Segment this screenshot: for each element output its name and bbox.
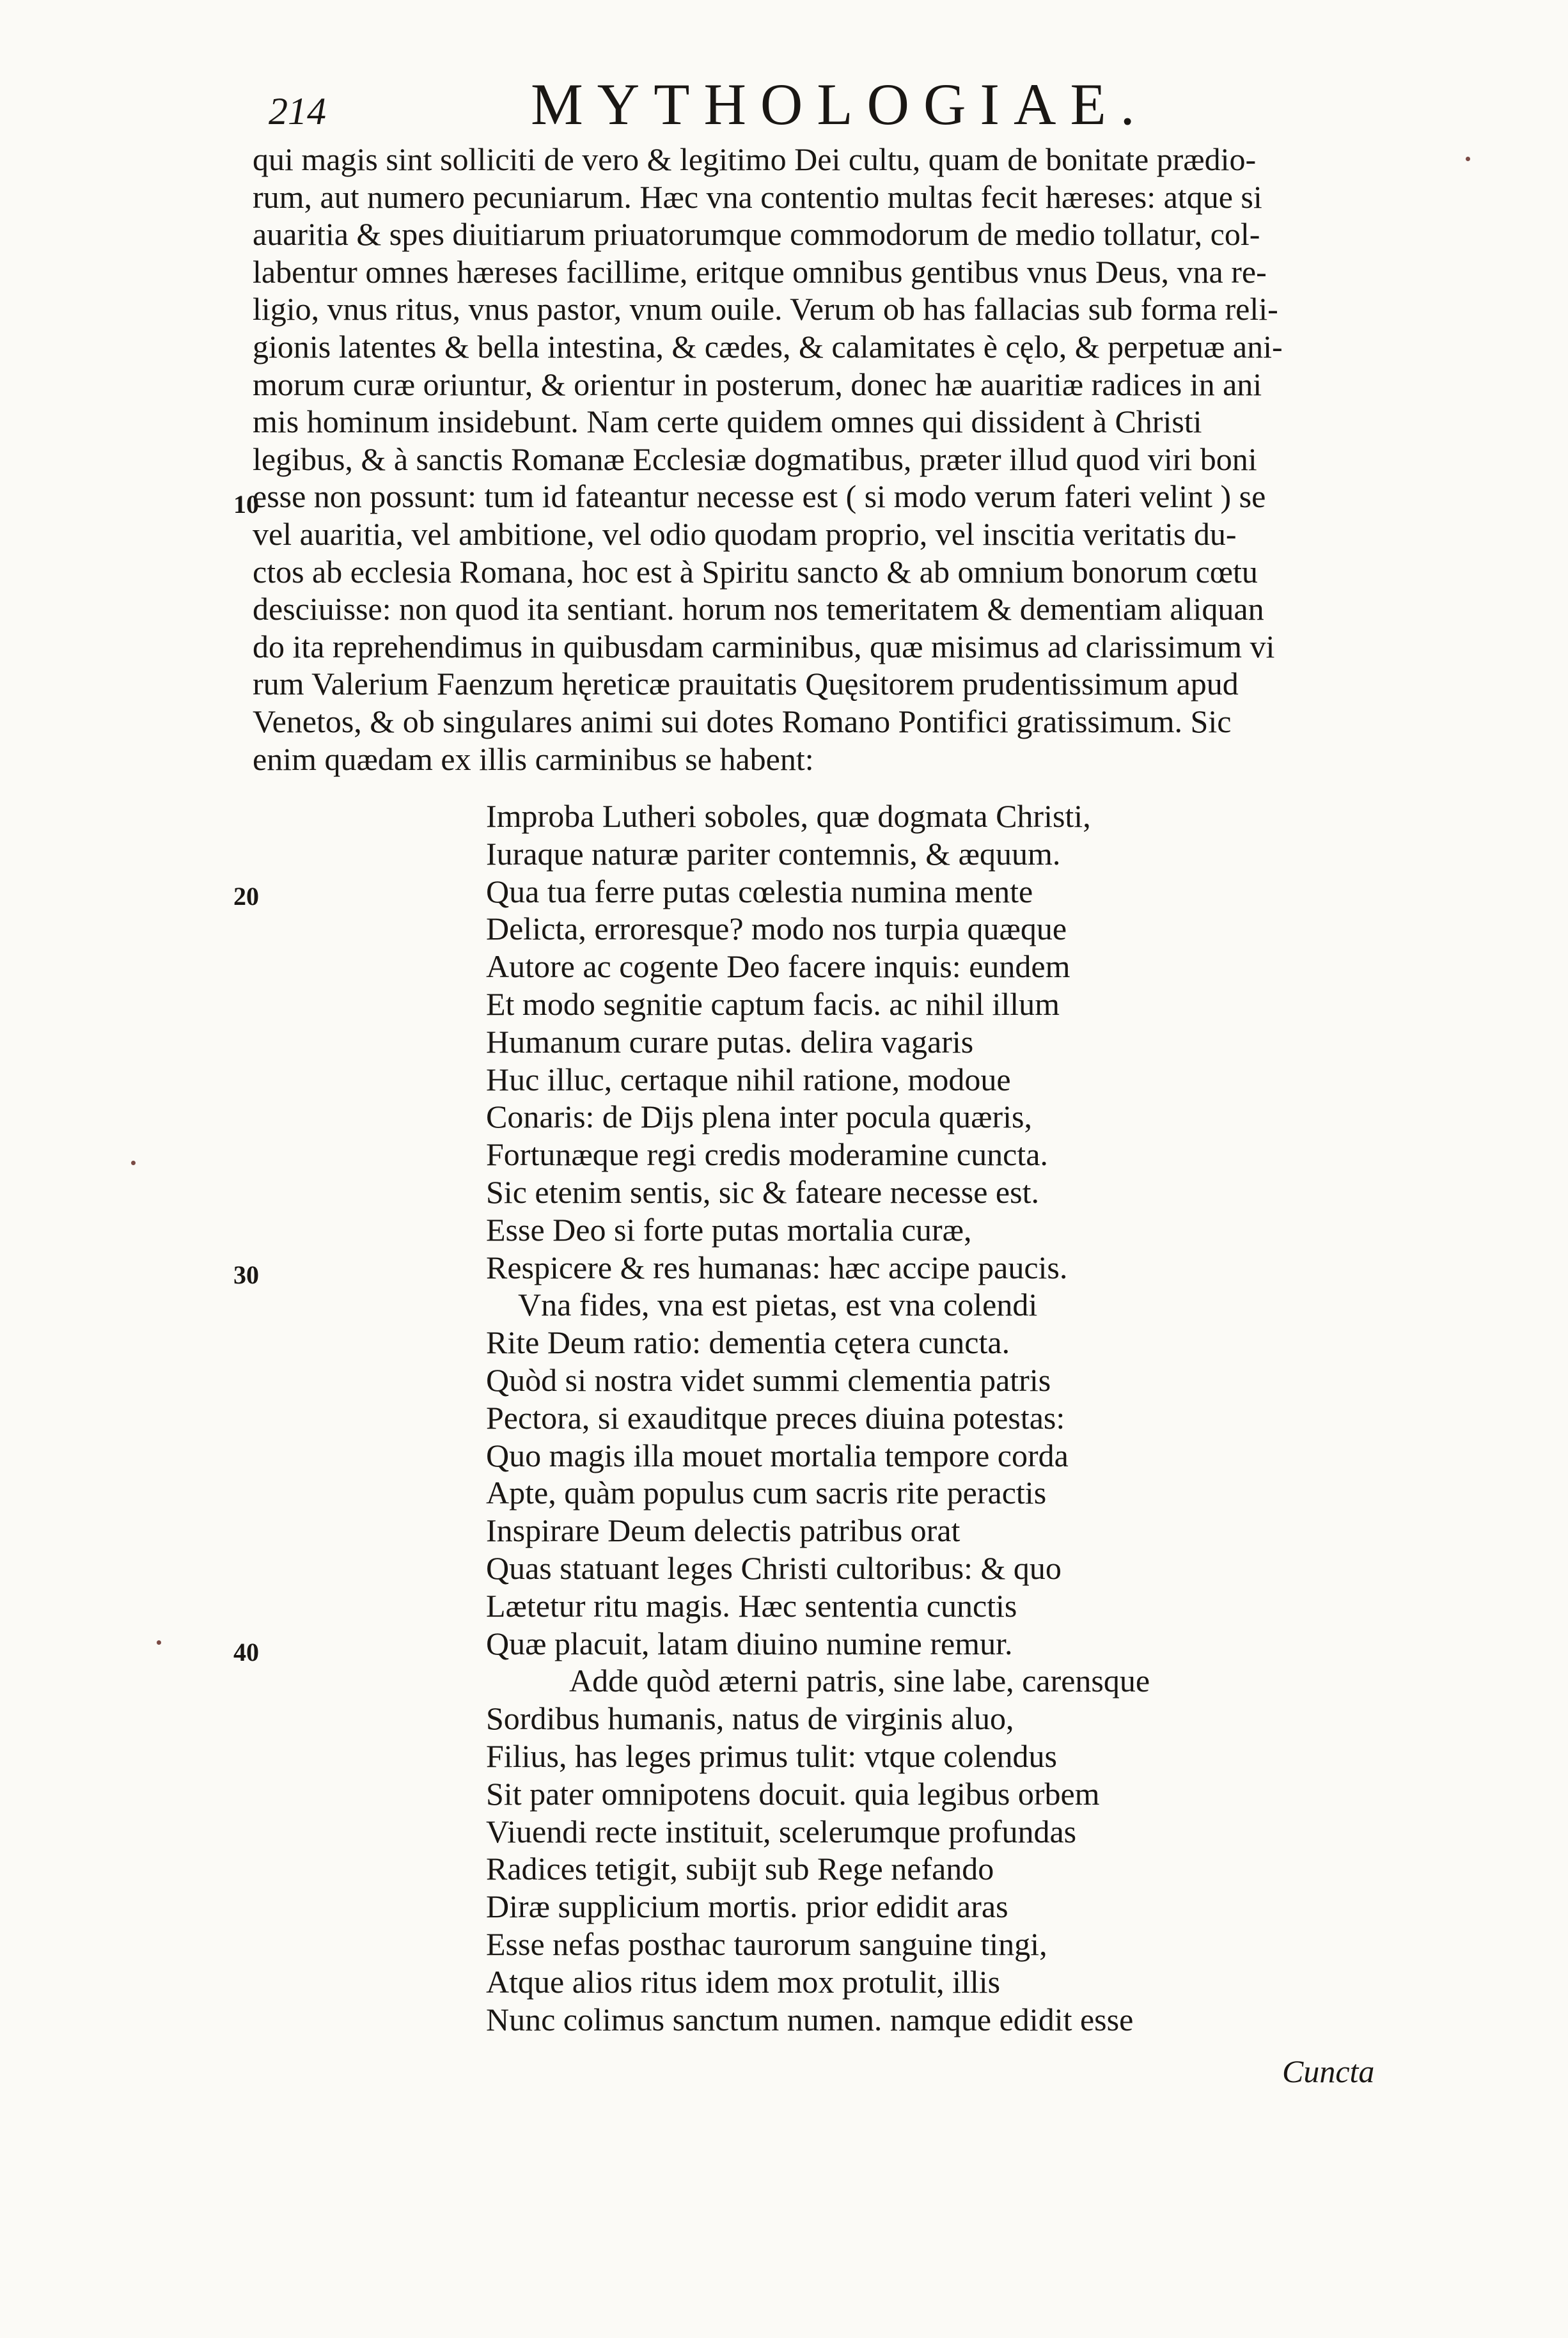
verse-line: Fortunæque regi credis moderamine cuncta. bbox=[486, 1136, 1048, 1173]
prose-line: rum, aut numero pecuniarum. Hæc vna contentio multas fecit hæreses: atque si bbox=[253, 178, 1262, 215]
verse-line: Lætetur ritu magis. Hæc sententia cunctis bbox=[486, 1587, 1017, 1624]
verse-line: Improba Lutheri soboles, quæ dogmata Christi, bbox=[486, 798, 1091, 834]
prose-line: mis hominum insidebunt. Nam certe quidem omnes qui dissident à Christi bbox=[253, 404, 1202, 440]
verse-line: Conaris: de Dijs plena inter pocula quæris, bbox=[486, 1099, 1033, 1135]
prose-line: rum Valerium Faenzum hęreticæ prauitatis Quęsitorem prudentissimum apud bbox=[253, 666, 1239, 702]
verse-line: Quas statuant leges Christi cultoribus: & quo bbox=[486, 1550, 1062, 1586]
verse-line: Humanum curare putas. delira vagaris bbox=[486, 1023, 974, 1060]
prose-line: enim quædam ex illis carminibus se habent: bbox=[253, 741, 814, 777]
line-number-marker: 30 bbox=[233, 1260, 259, 1289]
prose-line: gionis latentes & bella intestina, & cædes, & calamitates è cęlo, & perpetuæ ani- bbox=[253, 328, 1283, 365]
verse-line: Radices tetigit, subijt sub Rege nefando bbox=[486, 1851, 994, 1887]
verse-line: Iuraque naturæ pariter contemnis, & æquum. bbox=[486, 835, 1061, 872]
verse-block bbox=[486, 797, 1253, 2038]
verse-line: Autore ac cogente Deo facere inquis: eundem bbox=[486, 948, 1070, 985]
catchword: Cuncta bbox=[1282, 2053, 1375, 2089]
page-number: 214 bbox=[269, 90, 326, 132]
ink-spot bbox=[1466, 157, 1470, 161]
verse-line: Et modo segnitie captum facis. ac nihil illum bbox=[486, 985, 1060, 1022]
verse-line: Pectora, si exauditque preces diuina potestas: bbox=[486, 1399, 1065, 1436]
verse-line: Nunc colimus sanctum numen. namque edidit esse bbox=[486, 2001, 1134, 2037]
verse-line: Quo magis illa mouet mortalia tempore corda bbox=[486, 1437, 1069, 1473]
prose-line: qui magis sint solliciti de vero & legitimo Dei cultu, quam de bonitate prædio- bbox=[253, 141, 1257, 177]
prose-block bbox=[253, 141, 1429, 778]
line-number-marker: 20 bbox=[233, 882, 259, 911]
verse-line: Viuendi recte instituit, scelerumque profundas bbox=[486, 1813, 1077, 1849]
running-title: MYTHOLOGIAE. bbox=[531, 72, 1149, 137]
prose-line: desciuisse: non quod ita sentiant. horum nos temeritatem & dementiam aliquan bbox=[253, 591, 1264, 627]
line-number-marker: 40 bbox=[233, 1638, 259, 1667]
verse-line: Qua tua ferre putas cœlestia numina mente bbox=[486, 873, 1033, 909]
verse-line: Diræ supplicium mortis. prior edidit aras bbox=[486, 1888, 1008, 1925]
prose-line: auaritia & spes diuitiarum priuatorumque commodorum de medio tollatur, col- bbox=[253, 216, 1260, 253]
verse-line: Respicere & res humanas: hæc accipe paucis. bbox=[486, 1249, 1068, 1285]
verse-line: Adde quòd æterni patris, sine labe, carensque bbox=[569, 1663, 1150, 1699]
line-number-marker: 10 bbox=[233, 490, 259, 519]
ink-spot bbox=[131, 1161, 136, 1165]
prose-line: morum curæ oriuntur, & orientur in posterum, donec hæ auaritiæ radices in ani bbox=[253, 366, 1262, 402]
verse-line: Vna fides, vna est pietas, est vna colendi bbox=[518, 1287, 1038, 1323]
prose-line: ctos ab ecclesia Romana, hoc est à Spiritu sancto & ab omnium bonorum cœtu bbox=[253, 553, 1258, 590]
verse-line: Quòd si nostra videt summi clementia patris bbox=[486, 1361, 1051, 1398]
verse-line: Atque alios ritus idem mox protulit, illis bbox=[486, 1963, 1001, 2000]
verse-line: Esse Deo si forte putas mortalia curæ, bbox=[486, 1211, 972, 1248]
verse-line: Filius, has leges primus tulit: vtque colendus bbox=[486, 1738, 1057, 1774]
prose-line: vel auaritia, vel ambitione, vel odio quodam proprio, vel inscitia veritatis du- bbox=[253, 515, 1237, 552]
prose-line: legibus, & à sanctis Romanæ Ecclesiæ dogmatibus, præter illud quod viri boni bbox=[253, 441, 1257, 477]
prose-line: labentur omnes hæreses facillime, eritque omnibus gentibus vnus Deus, vna re- bbox=[253, 253, 1267, 290]
verse-line: Delicta, erroresque? modo nos turpia quæque bbox=[486, 911, 1067, 947]
verse-line: Rite Deum ratio: dementia cętera cuncta. bbox=[486, 1324, 1010, 1361]
verse-line: Huc illuc, certaque nihil ratione, modoue bbox=[486, 1061, 1011, 1097]
prose-line: do ita reprehendimus in quibusdam carminibus, quæ misimus ad clarissimum vi bbox=[253, 628, 1275, 664]
prose-line: ligio, vnus ritus, vnus pastor, vnum ouile. Verum ob has fallacias sub forma reli- bbox=[253, 291, 1278, 327]
page-header bbox=[0, 64, 1568, 141]
prose-line: esse non possunt: tum id fateantur necesse est ( si modo verum fateri velint ) se bbox=[253, 478, 1266, 515]
verse-line: Sit pater omnipotens docuit. quia legibus orbem bbox=[486, 1775, 1100, 1812]
verse-line: Apte, quàm populus cum sacris rite peractis bbox=[486, 1475, 1047, 1511]
verse-line: Sordibus humanis, natus de virginis aluo, bbox=[486, 1700, 1014, 1737]
verse-line: Inspirare Deum delectis patribus orat bbox=[486, 1512, 960, 1549]
verse-line: Esse nefas posthac taurorum sanguine tingi, bbox=[486, 1926, 1047, 1962]
verse-line: Sic etenim sentis, sic & fateare necesse est. bbox=[486, 1173, 1039, 1210]
prose-line: Venetos, & ob singulares animi sui dotes Romano Pontifici gratissimum. Sic bbox=[253, 703, 1232, 739]
verse-line: Quæ placuit, latam diuino numine remur. bbox=[486, 1625, 1013, 1661]
ink-spot bbox=[157, 1640, 161, 1645]
